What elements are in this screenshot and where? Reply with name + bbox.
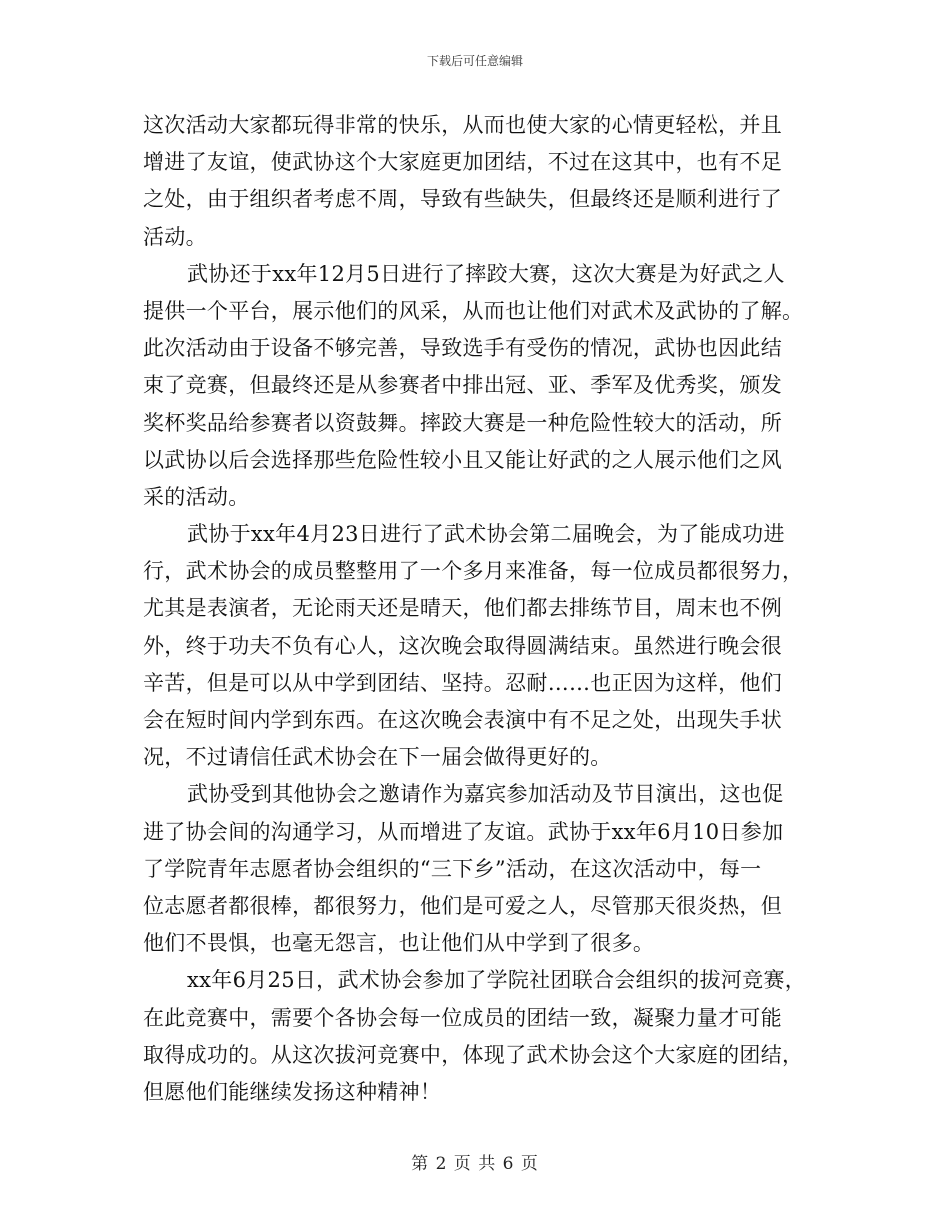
- body-line: 但愿他们能继续发扬这种精神！: [143, 1079, 442, 1104]
- body-line: 之处，由于组织者考虑不周，导致有些缺失，但最终还是顺利进行了: [143, 187, 782, 212]
- body-line: 了学院青年志愿者协会组织的“三下乡”活动，在这次活动中，每一: [143, 856, 762, 881]
- body-line: 采的活动。: [143, 484, 250, 509]
- body-line: 辛苦，但是可以从中学到团结、坚持。忍耐……也正因为这样，他们: [143, 670, 782, 695]
- paragraph-first-line: 武协于xx年4月23日进行了武术协会第二届晚会，为了能成功进: [187, 522, 785, 547]
- body-line: 在此竞赛中，需要个各协会每一位成员的团结一致，凝聚力量才可能: [143, 1005, 782, 1030]
- body-line: 行，武术协会的成员整整用了一个多月来准备，每一位成员都很努力，: [143, 559, 804, 584]
- body-line: 进了协会间的沟通学习，从而增进了友谊。武协于xx年6月10日参加: [143, 819, 784, 844]
- body-line: 以武协以后会选择那些危险性较小且又能让好武的之人展示他们之风: [143, 447, 782, 472]
- body-line: 会在短时间内学到东西。在这次晚会表演中有不足之处，出现失手状: [143, 708, 782, 732]
- body-line: 况，不过请信任武术协会在下一届会做得更好的。: [143, 745, 612, 770]
- body-line: 提供一个平台，展示他们的风采，从而也让他们对武术及武协的了解。: [143, 298, 804, 323]
- body-line: 此次活动由于设备不够完善，导致选手有受伤的情况，武协也因此结: [143, 336, 782, 361]
- paragraph-first-line: 武协还于xx年12月5日进行了摔跤大赛，这次大赛是为好武之人: [187, 261, 785, 286]
- paragraph-first-line: 武协受到其他协会之邀请作为嘉宾参加活动及节目演出，这也促: [187, 782, 784, 807]
- body-line: 活动。: [143, 224, 207, 249]
- body-line: 这次活动大家都玩得非常的快乐，从而也使大家的心情更轻松，并且: [143, 113, 782, 137]
- body-line: 位志愿者都很棒，都很努力，他们是可爱之人，尽管那天很炎热，但: [143, 893, 782, 918]
- body-line: 尤其是表演者，无论雨天还是晴天，他们都去排练节目，周末也不例: [143, 596, 782, 621]
- body-text: [143, 107, 811, 1111]
- body-line: 外，终于功夫不负有心人，这次晚会取得圆满结束。虽然进行晚会很: [143, 633, 782, 658]
- paragraph-first-line: xx年6月25日，武术协会参加了学院社团联合会组织的拔河竞赛，: [187, 968, 807, 993]
- body-line: 奖杯奖品给参赛者以资鼓舞。摔跤大赛是一种危险性较大的活动，所: [143, 410, 782, 435]
- body-line: 他们不畏惧，也毫无怨言，也让他们从中学到了很多。: [143, 931, 655, 956]
- body-line: 束了竞赛，但最终还是从参赛者中排出冠、亚、季军及优秀奖，颁发: [143, 373, 782, 398]
- page-footer: 第 2 页 共 6 页: [411, 1154, 539, 1174]
- body-line: 增进了友谊，使武协这个大家庭更加团结，不过在这其中，也有不足: [143, 150, 782, 175]
- body-line: 取得成功的。从这次拔河竞赛中，体现了武术协会这个大家庭的团结，: [143, 1042, 804, 1067]
- page-header: 下载后可任意编辑: [426, 54, 523, 68]
